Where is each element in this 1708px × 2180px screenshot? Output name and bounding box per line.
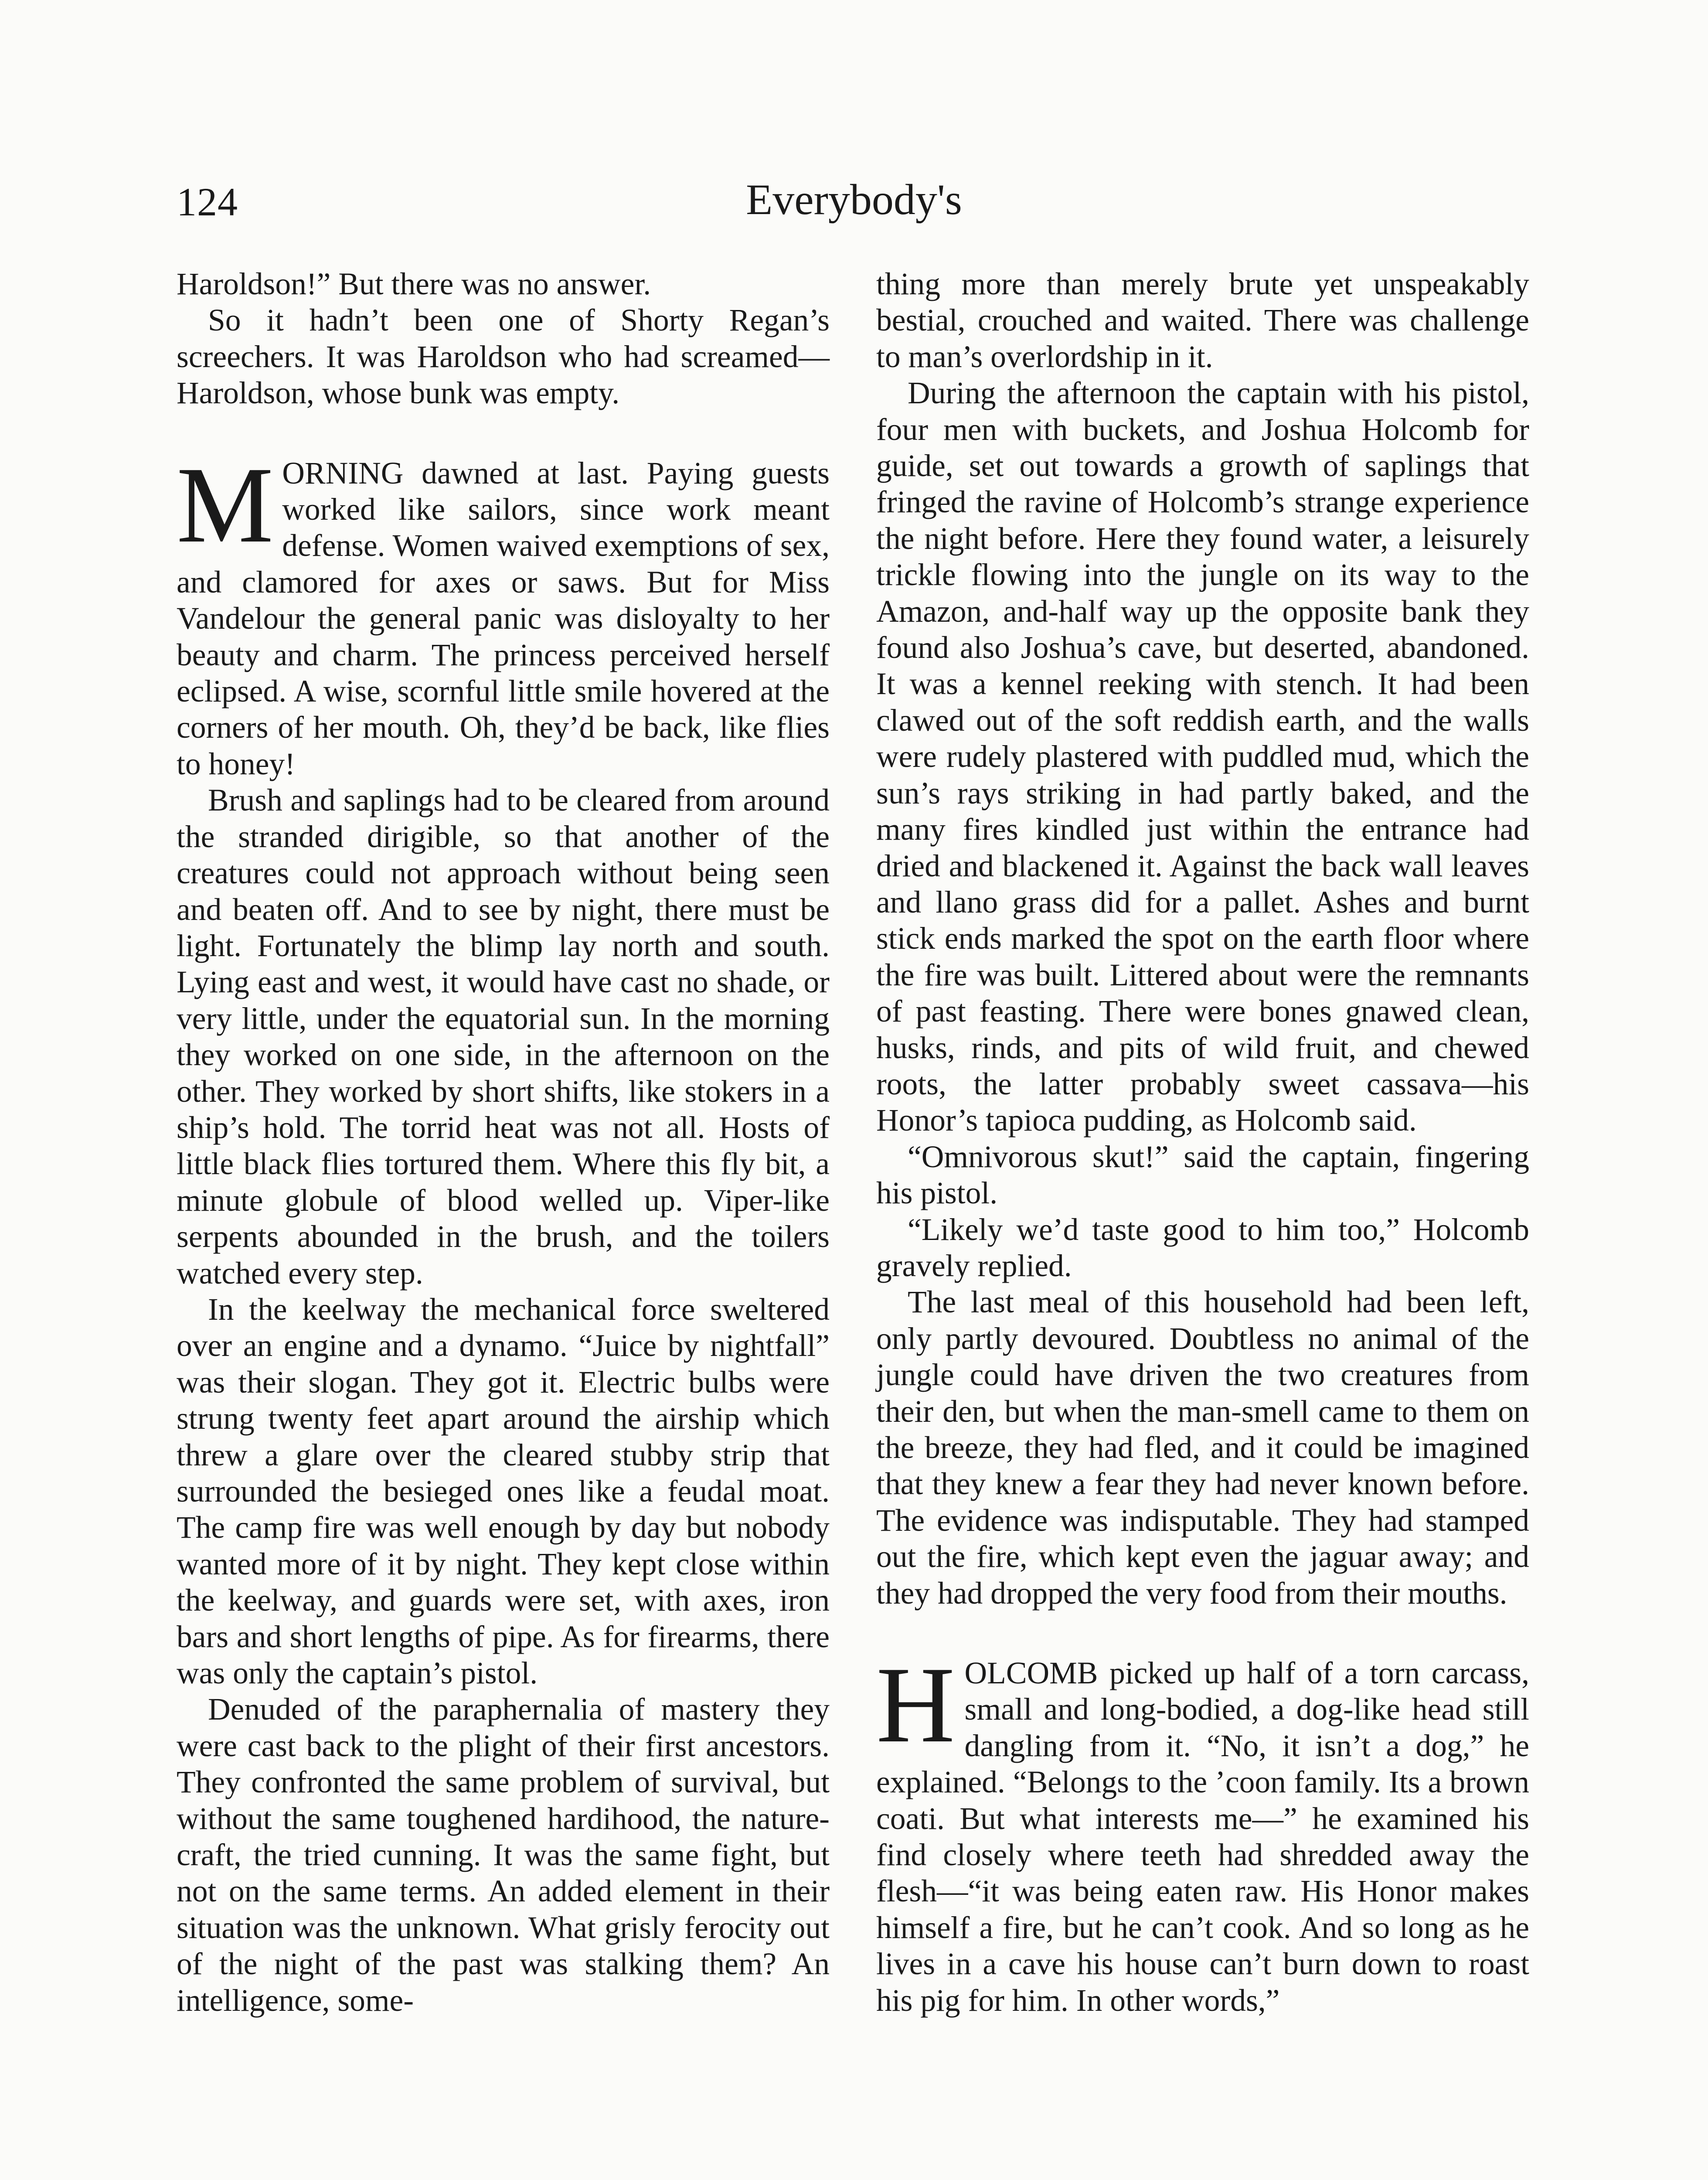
section-paragraph (177, 444, 830, 783)
paragraph: The last meal of this household had been left, only partly devoured. Doubtless no animal of the jungle could have driven the two creatures from their den, but when the man-smell came to them on the breeze, they had fled, and it could be imagined that they knew a fear they had never known before. The evidence was indisputable. They had stamped out the fire, which kept even the jaguar away; and they had dropped the very food from their mouths. (876, 1285, 1529, 1611)
left-column (177, 266, 830, 2019)
paragraph: “Omnivorous skut!” said the captain, fingering his pistol. (876, 1139, 1529, 1211)
paragraph: During the afternoon the captain with his pistol, four men with buckets, and Joshua Holcomb for guide, set out towards a growth of saplings that fringed the ravine of Holcomb’s strange experience the night before. Here they found water, a leisurely trickle flowing into the jungle on its way to the Amazon, and-half way up the opposite bank they found also Joshua’s cave, but deserted, abandoned. It was a kennel reeking with stench. It had been clawed out of the soft reddish earth, and the walls were rudely plastered with puddled mud, which the sun’s rays striking in had partly baked, and the many fires kindled just within the entrance had dried and blackened it. Against the back wall leaves and llano grass did for a pallet. Ashes and burnt stick ends marked the spot on the earth floor where the fire was built. Littered about were the remnants of past feasting. There were bones gnawed clean, husks, rinds, and pits of wild fruit, and chewed roots, the latter probably sweet cassava—his Honor’s tapioca pudding, as Holcomb said. (876, 376, 1529, 1138)
paragraph: Haroldson!” But there was no answer. (177, 267, 651, 301)
page-header (177, 174, 1531, 240)
paragraph: “Likely we’d taste good to him too,” Holcomb gravely replied. (876, 1212, 1529, 1283)
paragraph: So it hadn’t been one of Shorty Regan’s screechers. It was Haroldson who had screamed—Haroldson, whose bunk was empty. (177, 303, 830, 411)
paragraph: Denuded of the paraphernalia of mastery they were cast back to the plight of their first ancestors. They confronted the same problem of survival, but without the same toughened hardihood, the nature-craft, the tried cunning. It was the same fight, but not on the same terms. An added element in their situation was the unknown. What grisly ferocity out of the night of the past was stalking them? An intelligence, some- (177, 1692, 830, 2018)
drop-cap: H (876, 1645, 955, 1766)
page-number: 124 (177, 180, 238, 224)
magazine-title: Everybody's (746, 175, 962, 224)
paragraph: thing more than merely brute yet unspeakably bestial, crouched and waited. There was challenge to man’s overlordship in it. (876, 267, 1529, 374)
section-paragraph (876, 1645, 1529, 2019)
paragraph-text: OLCOMB picked up half of a torn carcass, small and long-bodied, a dog-like head still dangling from it. “No, it isn’t a dog,” he explained. “Belongs to the ’coon family. Its a brown coati. But what interests me—” he examined his find closely where teeth had shredded away the flesh—“it was being eaten raw. His Honor makes himself a fire, but he can’t cook. And so long as he lives in a cave his house can’t burn down to roast his pig for him. In other words,” (876, 1656, 1529, 2018)
paragraph: Brush and saplings had to be cleared from around the stranded dirigible, so that another of the creatures could not approach without being seen and beaten off. And to see by night, there must be light. Fortunately the blimp lay north and south. Lying east and west, it would have cast no shade, or very little, under the equatorial sun. In the morning they worked on one side, in the afternoon on the other. They worked by short shifts, like stokers in a ship’s hold. The torrid heat was not all. Hosts of little black flies tortured them. Where this fly bit, a minute globule of blood welled up. Viper-like serpents abounded in the brush, and the toilers watched every step. (177, 783, 830, 1291)
paragraph-text: ORNING dawned at last. Paying guests worked like sailors, since work meant defense. Women waived exemptions of sex, and clamored for axes or saws. But for Miss Vandelour the general panic was disloyalty to her beauty and charm. The princess perceived herself eclipsed. A wise, scornful little smile hovered at the corners of her mouth. Oh, they’d be back, like flies to honey! (177, 456, 830, 781)
right-column (876, 266, 1529, 2019)
drop-cap: M (177, 444, 274, 565)
paragraph: In the keelway the mechanical force sweltered over an engine and a dynamo. “Juice by nightfall” was their slogan. They got it. Electric bulbs were strung twenty feet apart around the airship which threw a glare over the cleared stubby strip that surrounded the besieged ones like a feudal moat. The camp fire was well enough by day but nobody wanted more of it by night. They kept close within the keelway, and guards were set, with axes, iron bars and short lengths of pipe. As for firearms, there was only the captain’s pistol. (177, 1292, 830, 1691)
